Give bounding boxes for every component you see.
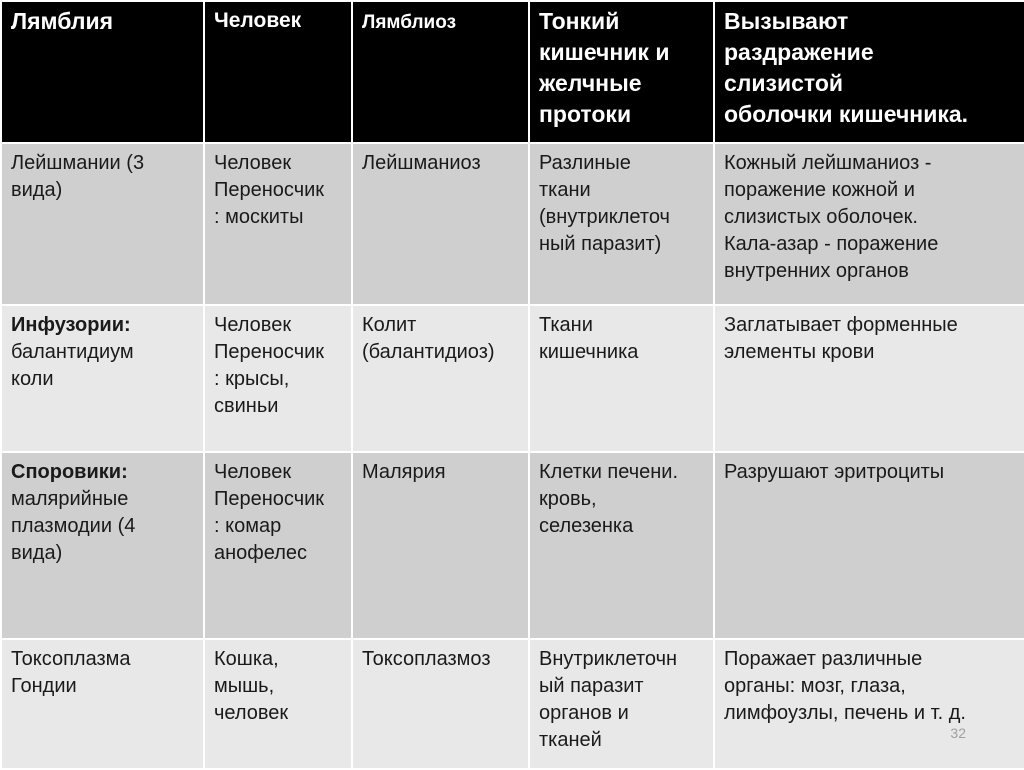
cell-host: Человек Переносчик : москиты [204,143,352,305]
table-row [1,143,1024,305]
cell-host: Кошка, мышь, человек [204,639,352,769]
cell-effect: Поражает различные органы: мозг, глаза, лимфоузлы, печень и т. д. [714,639,1024,769]
header-cell-host: Человек [204,1,352,143]
cell-location: Внутриклеточн ый паразит органов и тканей [529,639,714,769]
cell-host: Человек Переносчик : крысы, свиньи [204,305,352,452]
header-cell-parasite: Лямблия [1,1,204,143]
header-cell-effect: Вызывают раздражение слизистой оболочки кишечника. [714,1,1024,143]
cell-disease: Лейшманиоз [352,143,529,305]
page-number: 32 [950,725,966,741]
cell-disease: Колит (балантидиоз) [352,305,529,452]
cell-parasite: Лейшмании (3 вида) [1,143,204,305]
cell-parasite: Споровики: малярийные плазмодии (4 вида) [1,452,204,639]
table-header-row [1,1,1024,143]
header-cell-disease: Лямблиоз [352,1,529,143]
cell-effect: Разрушают эритроциты [714,452,1024,639]
table-row [1,305,1024,452]
table-row [1,452,1024,639]
cell-disease: Малярия [352,452,529,639]
cell-effect: Кожный лейшманиоз - поражение кожной и слизистых оболочек. Кала-азар - поражение внутренних органов [714,143,1024,305]
cell-host: Человек Переносчик : комар анофелес [204,452,352,639]
cell-disease: Токсоплазмоз [352,639,529,769]
cell-effect: Заглатывает форменные элементы крови [714,305,1024,452]
table-row [1,639,1024,769]
cell-location: Клетки печени. кровь, селезенка [529,452,714,639]
cell-location: Разлиные ткани (внутриклеточ ный паразит) [529,143,714,305]
cell-parasite: Токсоплазма Гондии [1,639,204,769]
cell-location: Ткани кишечника [529,305,714,452]
header-cell-location: Тонкий кишечник и желчные протоки [529,1,714,143]
cell-parasite: Инфузории: балантидиум коли [1,305,204,452]
